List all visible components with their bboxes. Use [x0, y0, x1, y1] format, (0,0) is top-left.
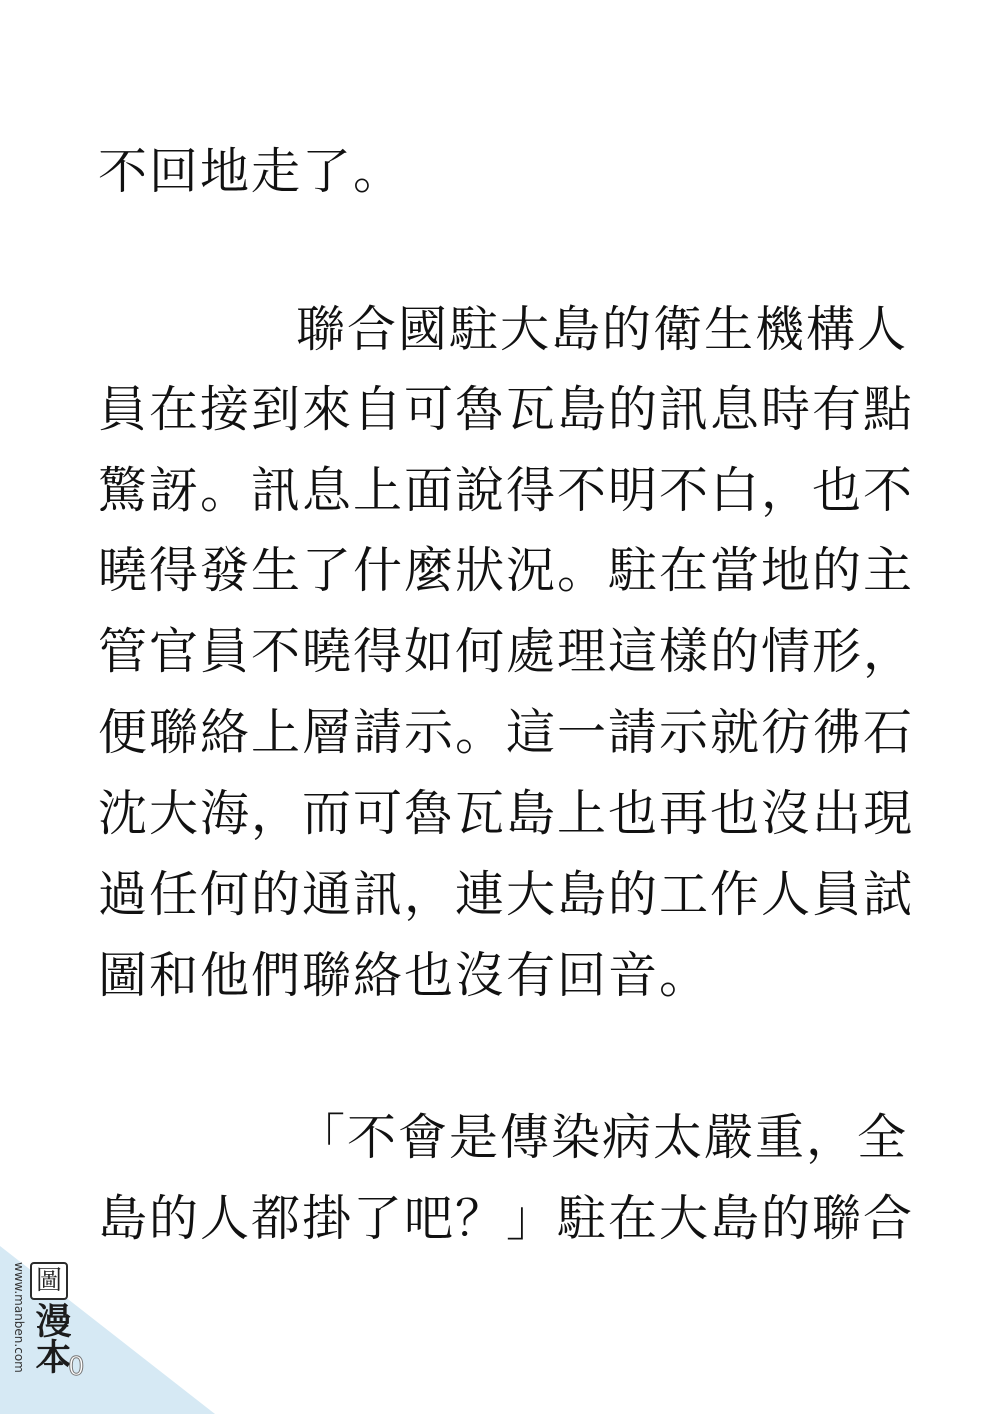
text-line: 島的人都掛了吧？」駐在大島的聯合: [98, 1190, 915, 1247]
text-line: 沈大海，而可魯瓦島上也再也沒出現: [98, 785, 915, 842]
text-line: 員在接到來自可魯瓦島的訊息時有點: [98, 381, 915, 438]
text-line: 便聯絡上層請示。這一請示就彷彿石: [98, 704, 915, 761]
text-line: 不回地走了。: [98, 143, 405, 200]
paragraph-start: 「不會是傳染病太嚴重，全: [296, 1109, 909, 1166]
text-line: 驚訝。訊息上面說得不明不白，也不: [98, 462, 915, 519]
watermark-logo-text: 漫本: [30, 1302, 71, 1374]
text-line: 圖和他們聯絡也沒有回音。: [98, 947, 711, 1004]
watermark-number: 0: [68, 1352, 85, 1382]
paragraph-start: 聯合國駐大島的衛生機構人: [296, 301, 909, 358]
text-line: 曉得發生了什麼狀況。駐在當地的主: [98, 542, 915, 599]
watermark-url: www.manben.com: [12, 1262, 26, 1373]
text-line: 管官員不曉得如何處理這樣的情形，: [98, 623, 915, 680]
watermark-logo-box: 圖: [30, 1262, 68, 1300]
text-line: 過任何的通訊，連大島的工作人員試: [98, 866, 915, 923]
